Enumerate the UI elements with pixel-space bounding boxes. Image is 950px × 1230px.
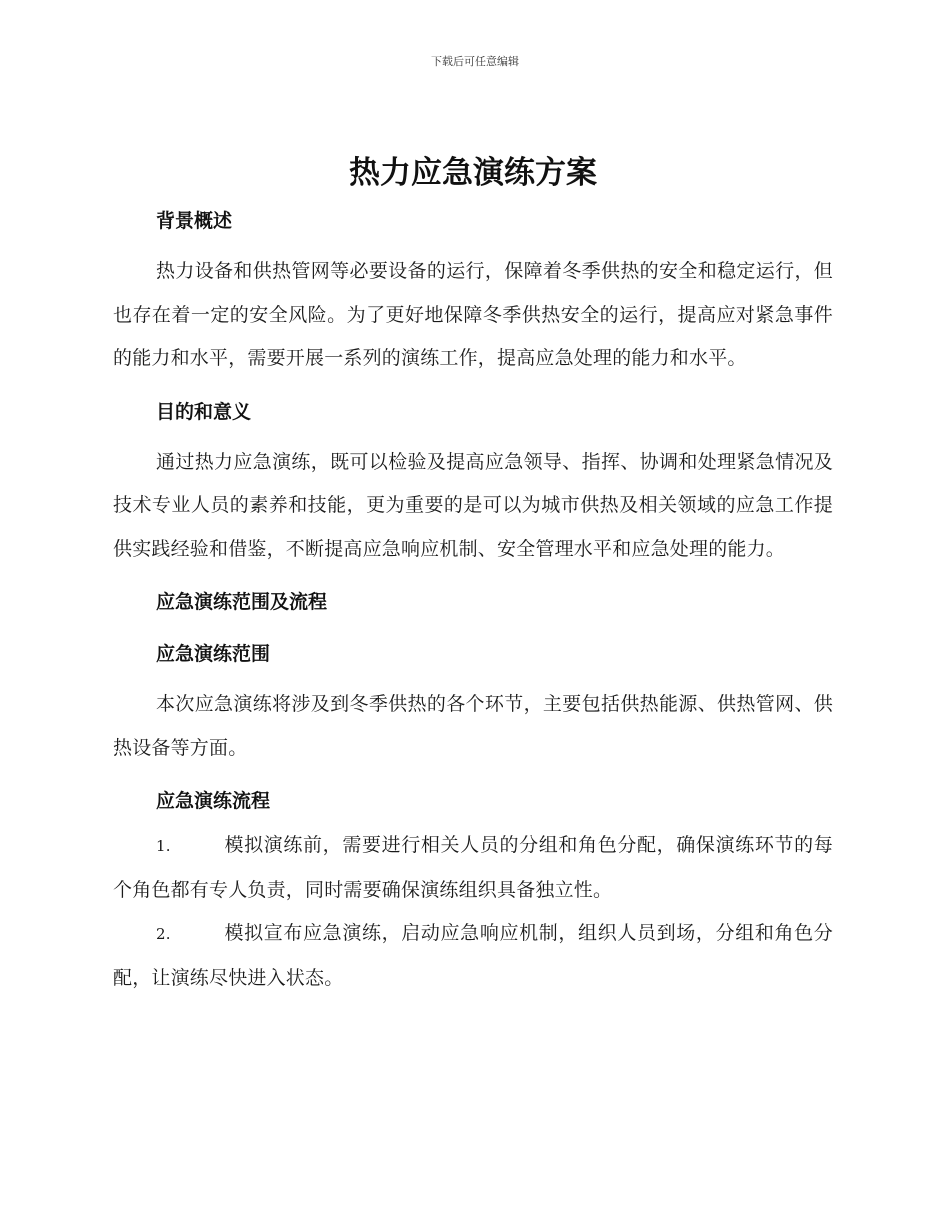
page-header-note: 下载后可任意编辑 [431,55,519,68]
document-body [113,148,833,1000]
list-item [113,912,833,1000]
paragraph-background: 热力设备和供热管网等必要设备的运行，保障着冬季供热的安全和稳定运行，但也存在着一定的安全风险。为了更好地保障冬季供热安全的运行，提高应对紧急事件的能力和水平，需要开展一系列的演练工作，提高应急处理的能力和水平。 [113,260,833,369]
section-heading-scope-process: 应急演练范围及流程 [156,591,328,613]
list-item [113,824,833,912]
paragraph-purpose: 通过热力应急演练，既可以检验及提高应急领导、指挥、协调和处理紧急情况及技术专业人员的素养和技能，更为重要的是可以为城市供热及相关领域的应急工作提供实践经验和借鉴，不断提高应急响应机制、安全管理水平和应急处理的能力。 [113,450,833,560]
section-heading-process: 应急演练流程 [156,790,271,812]
list-item-text: 模拟演练前，需要进行相关人员的分组和角色分配，确保演练环节的每个角色都有专人负责，同时需要确保演练组织具备独立性。 [113,834,833,901]
paragraph-scope: 本次应急演练将涉及到冬季供热的各个环节，主要包括供热能源、供热管网、供热设备等方面。 [113,693,833,759]
list-item-number: 1. [156,837,171,855]
section-heading-background: 背景概述 [156,210,233,232]
section-heading-scope: 应急演练范围 [156,643,271,665]
section-heading-purpose: 目的和意义 [156,400,252,423]
list-item-number: 2. [156,925,171,943]
document-title: 热力应急演练方案 [349,155,597,191]
list-item-text: 模拟宣布应急演练，启动应急响应机制，组织人员到场，分组和角色分配，让演练尽快进入状态。 [113,922,833,989]
